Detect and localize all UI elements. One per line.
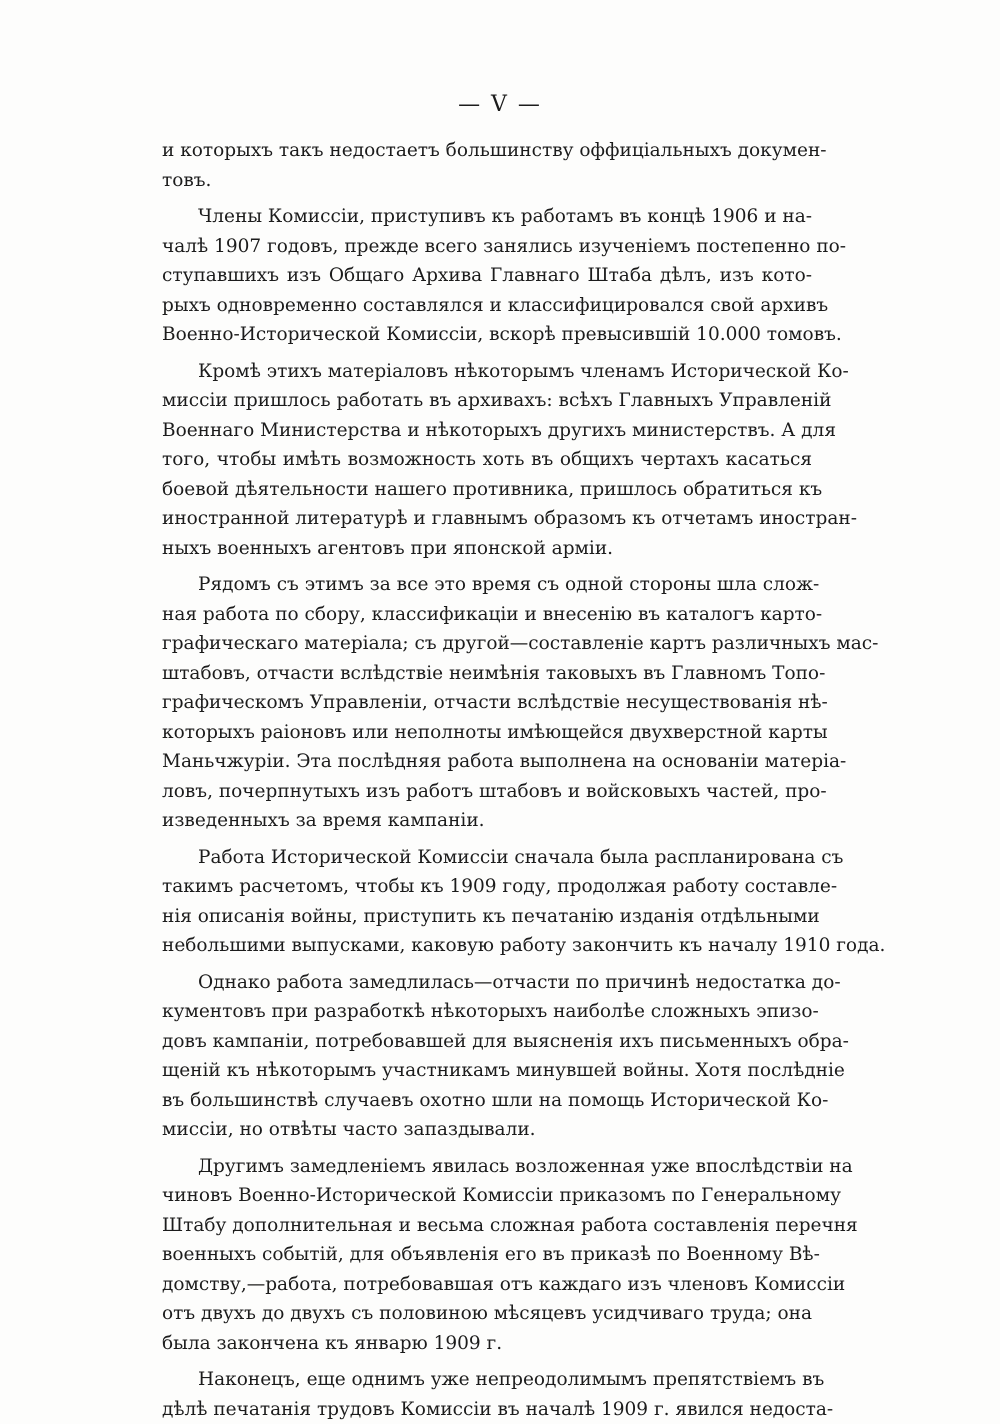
text-line: военныхъ событій, для объявленія его въ приказѣ по Военному Вѣ- xyxy=(162,1240,812,1270)
paragraph xyxy=(162,202,812,350)
text-line: графическомъ Управленіи, отчасти вслѣдствіе несуществованія нѣ- xyxy=(162,688,812,718)
text-line: Военнаго Министерства и нѣкоторыхъ другихъ министерствъ. А для xyxy=(162,416,812,446)
text-line: и которыхъ такъ недостаетъ большинству оффиціальныхъ докумен- xyxy=(162,136,812,166)
text-line: нія описанія войны, приступить къ печатанію изданія отдѣльными xyxy=(162,902,812,932)
text-line: миссіи пришлось работать въ архивахъ: всѣхъ Главныхъ Управленій xyxy=(162,386,812,416)
text-line: небольшими выпусками, каковую работу закончить къ началу 1910 года. xyxy=(162,931,812,961)
body-text xyxy=(162,136,812,1424)
paragraph xyxy=(162,843,812,961)
text-line: иностранной литературѣ и главнымъ образомъ къ отчетамъ иностран- xyxy=(162,504,812,534)
text-line: которыхъ раіоновъ или неполноты имѣющейся двухверстной карты xyxy=(162,718,812,748)
paragraph xyxy=(162,357,812,564)
paragraph xyxy=(162,136,812,195)
paragraph xyxy=(162,570,812,836)
text-line: штабовъ, отчасти вслѣдствіе неимѣнія таковыхъ въ Главномъ Топо- xyxy=(162,659,812,689)
text-line: товъ. xyxy=(162,166,812,196)
text-line: Военно-Исторической Комиссіи, вскорѣ превысившій 10.000 томовъ. xyxy=(162,320,812,350)
text-line: ступавшихъ изъ Общаго Архива Главнаго Штаба дѣлъ, изъ кото- xyxy=(162,261,812,291)
text-line: Штабу дополнительная и весьма сложная работа составленія перечня xyxy=(162,1211,812,1241)
paragraph xyxy=(162,968,812,1145)
text-line: въ большинствѣ случаевъ охотно шли на помощь Исторической Ко- xyxy=(162,1086,812,1116)
paragraph-gap xyxy=(162,1145,812,1152)
text-line: Рядомъ съ этимъ за все это время съ одной стороны шла слож- xyxy=(162,570,812,600)
text-line: кументовъ при разработкѣ нѣкоторыхъ наиболѣе сложныхъ эпизо- xyxy=(162,997,812,1027)
text-line: чиновъ Военно-Исторической Комиссіи приказомъ по Генеральному xyxy=(162,1181,812,1211)
text-line: рыхъ одновременно составлялся и классифицировался свой архивъ xyxy=(162,291,812,321)
text-line: отъ двухъ до двухъ съ половиною мѣсяцевъ усидчиваго труда; она xyxy=(162,1299,812,1329)
text-line: Члены Комиссіи, приступивъ къ работамъ въ концѣ 1906 и на- xyxy=(162,202,812,232)
text-line: Работа Исторической Комиссіи сначала была распланирована съ xyxy=(162,843,812,873)
text-line: ная работа по сбору, классификаціи и внесенію въ каталогъ карто- xyxy=(162,600,812,630)
text-line: боевой дѣятельности нашего противника, пришлось обратиться къ xyxy=(162,475,812,505)
text-line: Наконецъ, еще однимъ уже непреодолимымъ препятствіемъ въ xyxy=(162,1365,812,1395)
page-number: — V — xyxy=(0,92,1000,117)
paragraph-gap xyxy=(162,961,812,968)
paragraph-gap xyxy=(162,195,812,202)
text-line: щеній къ нѣкоторымъ участникамъ минувшей войны. Хотя послѣдніе xyxy=(162,1056,812,1086)
text-line: довъ кампаніи, потребовавшей для выясненія ихъ письменныхъ обра- xyxy=(162,1027,812,1057)
paragraph-gap xyxy=(162,350,812,357)
text-line: Маньчжуріи. Эта послѣдняя работа выполнена на основаніи матеріа- xyxy=(162,747,812,777)
paragraph xyxy=(162,1152,812,1359)
paragraph xyxy=(162,1365,812,1424)
text-line: такимъ расчетомъ, чтобы къ 1909 году, продолжая работу составле- xyxy=(162,872,812,902)
text-line: графическаго матеріала; съ другой—составленіе картъ различныхъ мас- xyxy=(162,629,812,659)
text-line: Однако работа замедлилась—отчасти по причинѣ недостатка до- xyxy=(162,968,812,998)
text-line: ныхъ военныхъ агентовъ при японской арміи. xyxy=(162,534,812,564)
text-line: миссіи, но отвѣты часто запаздывали. xyxy=(162,1115,812,1145)
paragraph-gap xyxy=(162,1358,812,1365)
text-line: того, чтобы имѣть возможность хоть въ общихъ чертахъ касаться xyxy=(162,445,812,475)
text-line: была закончена къ январю 1909 г. xyxy=(162,1329,812,1359)
paragraph-gap xyxy=(162,563,812,570)
text-line: ловъ, почерпнутыхъ изъ работъ штабовъ и войсковыхъ частей, про- xyxy=(162,777,812,807)
text-line: Кромѣ этихъ матеріаловъ нѣкоторымъ членамъ Исторической Ко- xyxy=(162,357,812,387)
text-line: домству,—работа, потребовавшая отъ каждаго изъ членовъ Комиссіи xyxy=(162,1270,812,1300)
text-line: дѣлѣ печатанія трудовъ Комиссіи въ началѣ 1909 г. явился недоста- xyxy=(162,1395,812,1424)
paragraph-gap xyxy=(162,836,812,843)
text-line: чалѣ 1907 годовъ, прежде всего занялись изученіемъ постепенно по- xyxy=(162,232,812,262)
text-line: изведенныхъ за время кампаніи. xyxy=(162,806,812,836)
text-line: Другимъ замедленіемъ явилась возложенная уже впослѣдствіи на xyxy=(162,1152,812,1182)
